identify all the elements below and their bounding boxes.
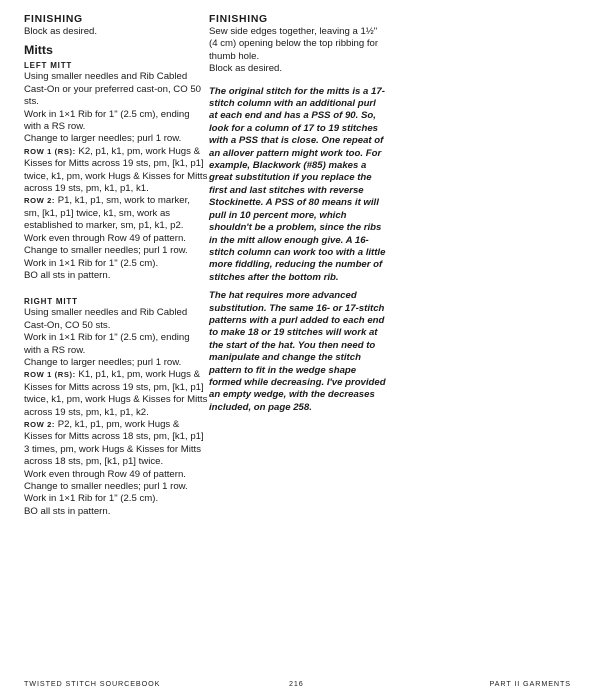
row-text: K1, p1, k1, pm, work Hugs & Kisses for Mitts across 19 sts, pm, [k1, p1] twice, k1, pm, work Hugs & Kisses for Mitts across 19 sts, pm, k1, p1, k2. [24, 369, 208, 418]
left-mitt-row-1 [24, 146, 208, 196]
left-column [24, 13, 208, 518]
row-label: ROW 1 (RS): [24, 146, 76, 156]
substitution-note: The hat requires more advanced substitution. The same 16- or 17-stitch patterns with a purl added to each end to make 18 or 19 stitches will work at the start of the hat. You then need to manipulate and change the stitch pattern to fit in the wedge shape formed while decreasing. I've provided an empty wedge, with the decreases included, on page 258. [209, 290, 386, 413]
left-mitt-line: Work even through Row 49 of pattern. [24, 232, 186, 244]
left-mitt-line: Work in 1×1 Rib for 1" (2.5 cm). [24, 257, 159, 269]
spacer [24, 282, 208, 294]
right-mitt-section [24, 296, 208, 518]
left-mitt-heading: LEFT MITT [24, 61, 73, 71]
right-mitt-line: Work in 1×1 Rib for 1" (2.5 cm), ending with a RS row. [24, 332, 190, 356]
right-mitt-row-2 [24, 419, 208, 469]
row-text: K2, p1, k1, pm, work Hugs & Kisses for Mitts across 19 sts, pm, [k1, p1] twice, k1, pm, work Hugs & Kisses for Mitts across 19 sts, pm, k1, p1, k1. [24, 145, 208, 195]
right-mitt-line: BO all sts in pattern. [24, 505, 111, 517]
mitts-heading: Mitts [24, 43, 53, 58]
right-mitt-line: Change to smaller needles; purl 1 row. [24, 481, 188, 492]
right-mitt-line: Work even through Row 49 of pattern. [24, 468, 186, 480]
left-mitt-line: BO all sts in pattern. [24, 269, 111, 281]
finishing-heading: FINISHING [209, 14, 268, 25]
right-mitt-line: Work in 1×1 Rib for 1" (2.5 cm). [24, 493, 159, 505]
left-mitt-line: Using smaller needles and Rib Cabled Cast-On or your preferred cast-on, CO 50 sts. [24, 71, 202, 108]
finishing-text: Block as desired. [24, 26, 98, 37]
row-label: ROW 2: [24, 196, 56, 206]
left-mitt-section [24, 60, 208, 282]
row-text: P1, k1, p1, sm, work to marker, sm, [k1, p1] twice, k1, sm, work as established to marker, sm, p1, k1, p2. [24, 195, 190, 232]
left-mitt-line: Change to smaller needles; purl 1 row. [24, 245, 188, 257]
finishing-line: Block as desired. [209, 63, 283, 75]
right-mitt-row-1 [24, 369, 208, 419]
right-mitt-heading: RIGHT MITT [24, 297, 78, 307]
substitution-note: The original stitch for the mitts is a 17-stitch column with an additional purl at each end and has a PSS of 90. So, look for a column of 17 to 19 stitches with a PSS that is close. One repeat of an allover pattern might work too. For example, Blackwork (#85) makes a great substitution if you replace the first and last stitches with reverse Stockinette. A PSS of 80 means it will pull in 10 percent more, which shouldn't be a problem, since the ribs in the mitt allow enough give. A 16-stitch column can work too with a little more fiddling, reducing the number of stitches after the bottom rib. [209, 85, 386, 283]
page-number: 216 [289, 679, 304, 688]
row-label: ROW 2: [24, 419, 56, 429]
footer-section: PART II GARMENTS [489, 679, 571, 688]
row-label: ROW 1 (RS): [24, 370, 76, 380]
finishing-line: Sew side edges together, leaving a 1½" (4 cm) opening below the top ribbing for thumb hole. [209, 26, 379, 62]
left-mitt-line: Work in 1×1 Rib for 1" (2.5 cm), ending with a RS row. [24, 108, 190, 133]
left-mitt-line: Change to larger needles; purl 1 row. [24, 133, 182, 145]
right-mitt-line: Change to larger needles; purl 1 row. [24, 356, 182, 368]
finishing-heading: FINISHING [24, 14, 83, 25]
row-text: P2, k1, p1, pm, work Hugs & Kisses for Mitts across 18 sts, pm, [k1, p1] 3 times, pm, work Hugs & Kisses for Mitts across 18 sts, pm, [k1, p1] twice. [24, 418, 204, 468]
right-column [209, 13, 387, 414]
footer-book-title: TWISTED STITCH SOURCEBOOK [24, 679, 161, 688]
right-mitt-line: Using smaller needles and Rib Cabled Cast-On, CO 50 sts. [24, 307, 188, 331]
left-mitt-row-2 [24, 195, 208, 232]
